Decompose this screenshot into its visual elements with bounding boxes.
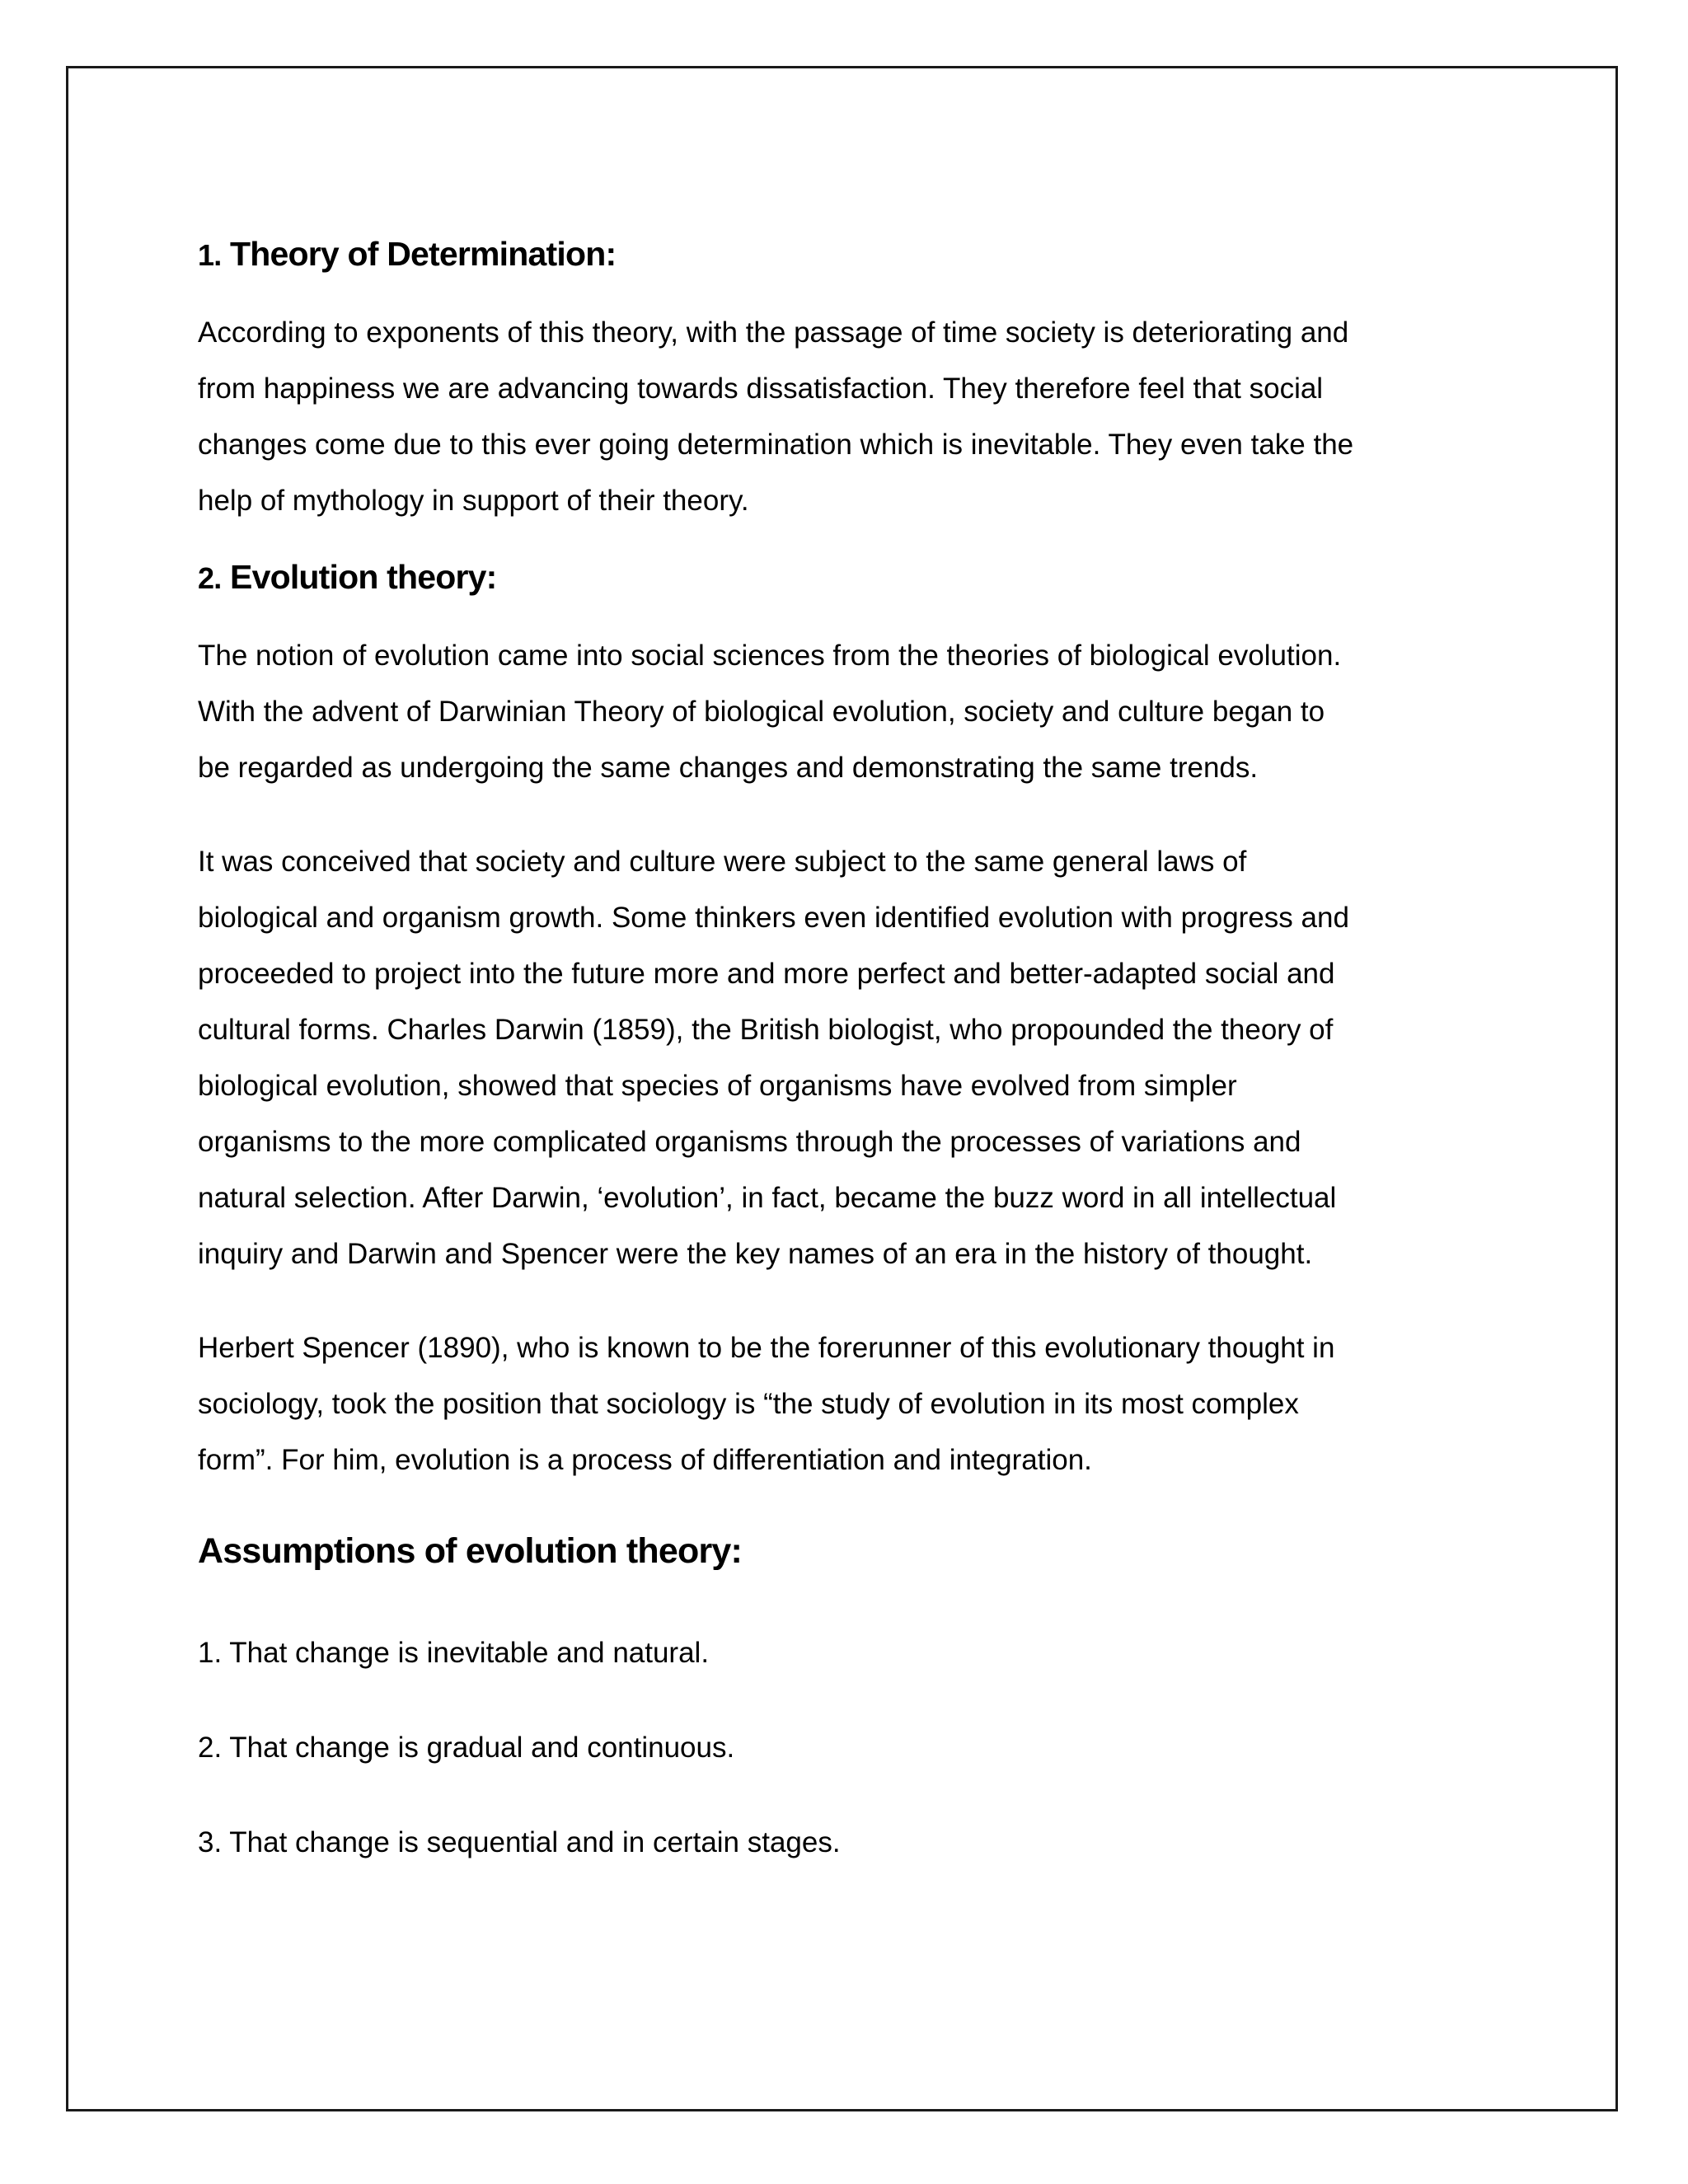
- document-content: [198, 229, 1500, 1868]
- paragraph-evolution-intro: The notion of evolution came into social sciences from the theories of biological evolution. With the advent of Darwinian Theory of biological evolution, society and culture began to be regarded as undergoing the same changes and demonstrating the same trends.: [198, 640, 1342, 784]
- heading-title: Theory of Determination:: [230, 235, 617, 273]
- heading-assumptions: Assumptions of evolution theory:: [198, 1531, 743, 1571]
- list-item: 3. That change is sequential and in certain stages.: [198, 1826, 841, 1858]
- list-item: 1. That change is inevitable and natural.: [198, 1637, 710, 1669]
- heading-number: 2.: [198, 561, 222, 595]
- paragraph-evolution-darwin: It was conceived that society and culture were subject to the same general laws of biological and organism growth. Some thinkers even identified evolution with progress and proceeded to project into the future more and more perfect and better-adapted social and cultural forms. Charles Darwin (1859), the British biologist, who propounded the theory of biological evolution, showed that species of organisms have evolved from simpler organisms to the more complicated organisms through the processes of variations and natural selection. After Darwin, ‘evolution’, in fact, became the buzz word in all intellectual inquiry and Darwin and Spencer were the key names of an era in the history of thought.: [198, 846, 1349, 1270]
- heading-title: Evolution theory:: [230, 558, 497, 596]
- heading-number: 1.: [198, 238, 222, 272]
- paragraph-determination: According to exponents of this theory, with the passage of time society is deteriorating and from happiness we are advancing towards dissatisfaction. They therefore feel that social changes come due to this ever going determination which is inevitable. They even take the help of mythology in support of their theory.: [198, 316, 1354, 517]
- heading-theory-of-determination: [198, 229, 1500, 280]
- paragraph-evolution-spencer: Herbert Spencer (1890), who is known to be the forerunner of this evolutionary thought in sociology, took the position that sociology is “the study of evolution in its most complex form”. For him, evolution is a process of differentiation and integration.: [198, 1332, 1335, 1476]
- heading-evolution-theory: [198, 552, 1500, 603]
- list-item: 2. That change is gradual and continuous.: [198, 1732, 735, 1764]
